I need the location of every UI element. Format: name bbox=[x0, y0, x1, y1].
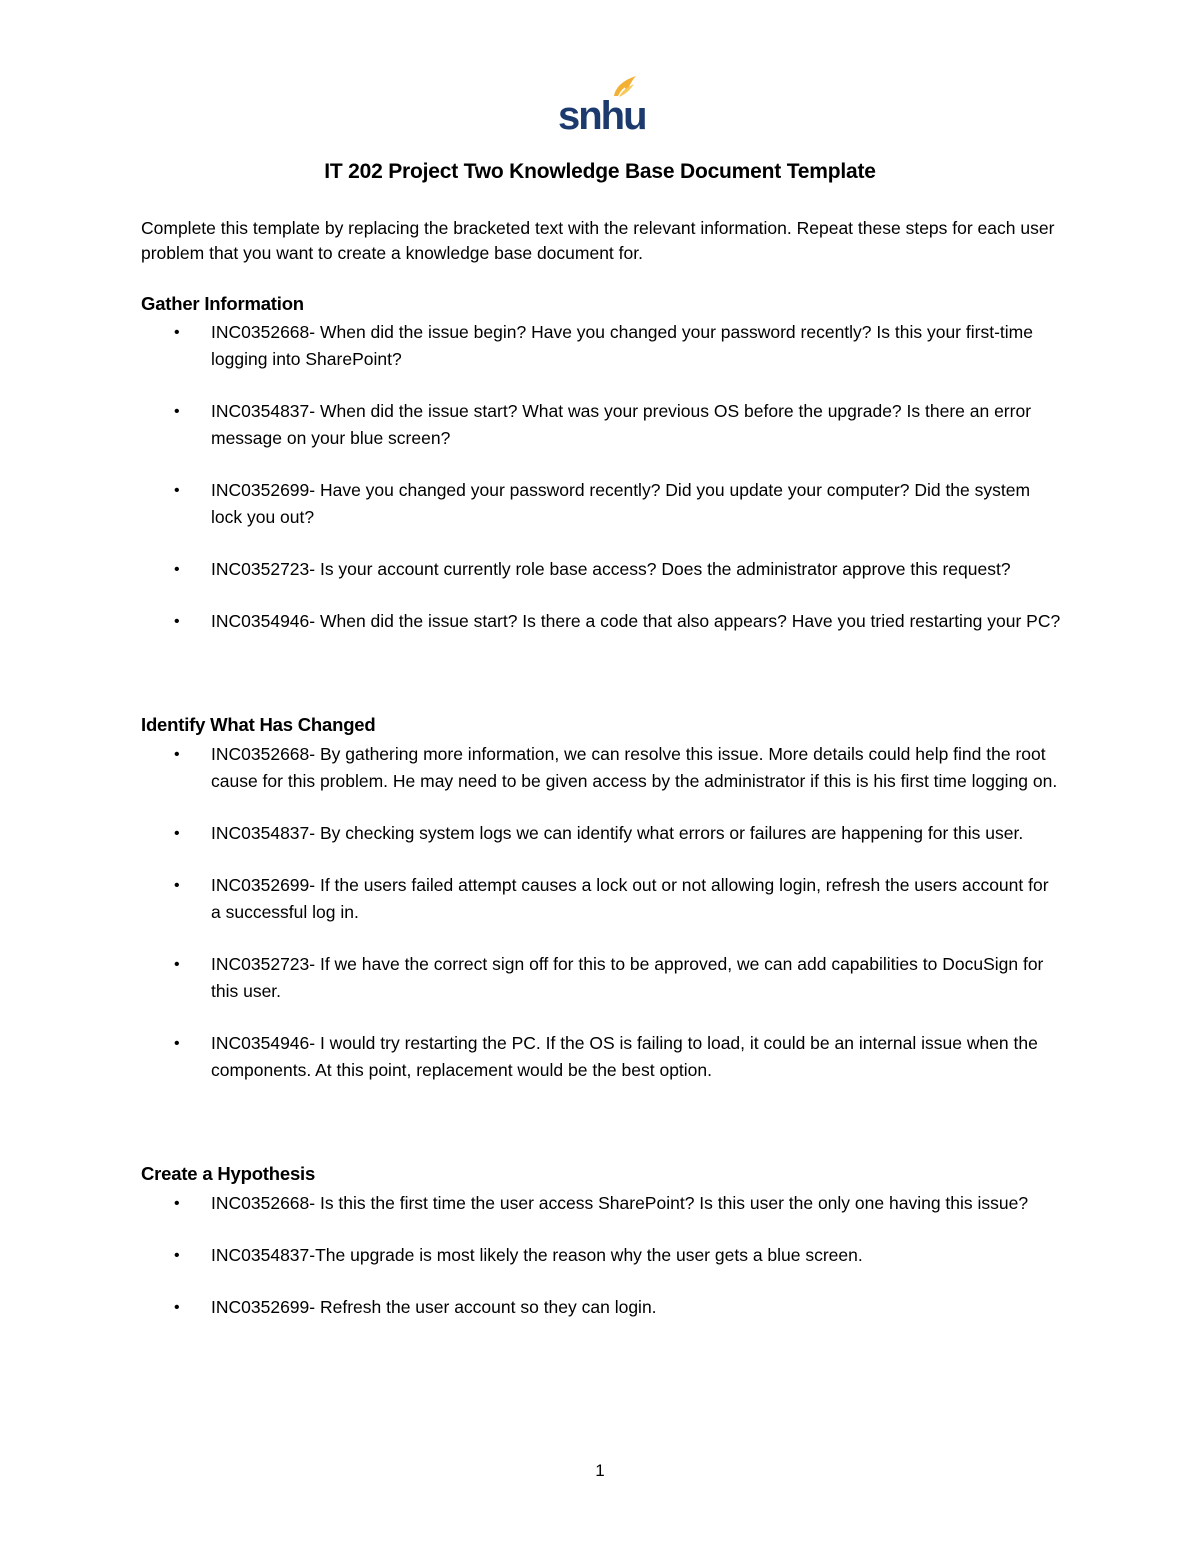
list-item bbox=[0, 1190, 1061, 1217]
bullet-icon: • bbox=[174, 746, 180, 763]
bullet-icon: • bbox=[174, 956, 180, 973]
gather-information-list bbox=[0, 319, 1200, 635]
section-heading-gather-information: Gather Information bbox=[141, 293, 304, 314]
list-item-text: INC0352668- By gathering more information, we can resolve this issue. More details could help find the root cause for this problem. He may need to be given access by the administrator if this is his first time logging on. bbox=[211, 744, 1058, 791]
list-item bbox=[0, 741, 1061, 795]
snhu-logo-graphic bbox=[556, 72, 646, 134]
page-title: IT 202 Project Two Knowledge Base Document Template bbox=[324, 160, 876, 183]
list-item-text: INC0352723- If we have the correct sign off for this to be approved, we can add capabilities to DocuSign for this user. bbox=[211, 954, 1044, 1001]
list-item-text: INC0354837- When did the issue start? What was your previous OS before the upgrade? Is there an error message on your blue screen? bbox=[211, 401, 1032, 448]
list-item bbox=[0, 820, 1061, 847]
list-item bbox=[0, 319, 1061, 373]
snhu-logo-text: snhu bbox=[558, 94, 646, 134]
list-item bbox=[0, 1242, 1061, 1269]
bullet-icon: • bbox=[174, 324, 180, 341]
bullet-icon: • bbox=[174, 877, 180, 894]
bullet-icon: • bbox=[174, 613, 180, 630]
identify-what-has-changed-list bbox=[0, 741, 1200, 1084]
bullet-icon: • bbox=[174, 1195, 180, 1212]
list-item bbox=[0, 608, 1061, 635]
list-item-text: INC0352699- If the users failed attempt causes a lock out or not allowing login, refresh the users account for a successful log in. bbox=[211, 875, 1049, 922]
snhu-logo bbox=[556, 72, 646, 134]
list-item-text: INC0354837- By checking system logs we can identify what errors or failures are happening for this user. bbox=[211, 823, 1024, 843]
intro-paragraph: Complete this template by replacing the bracketed text with the relevant information. Repeat these steps for each user problem that you want to create a knowledge base document for. bbox=[141, 218, 1055, 263]
list-item bbox=[0, 477, 1061, 531]
list-item-text: INC0352699- Refresh the user account so they can login. bbox=[211, 1297, 657, 1317]
bullet-icon: • bbox=[174, 825, 180, 842]
list-item bbox=[0, 872, 1061, 926]
list-item-text: INC0352668- When did the issue begin? Have you changed your password recently? Is this your first-time logging into SharePoint? bbox=[211, 322, 1033, 369]
list-item-text: INC0354946- When did the issue start? Is there a code that also appears? Have you tried restarting your PC? bbox=[211, 611, 1061, 631]
list-item bbox=[0, 398, 1061, 452]
create-a-hypothesis-list bbox=[0, 1190, 1200, 1321]
bullet-icon: • bbox=[174, 482, 180, 499]
list-item bbox=[0, 1030, 1061, 1084]
section-heading-create-a-hypothesis: Create a Hypothesis bbox=[141, 1163, 316, 1184]
list-item-text: INC0354837-The upgrade is most likely the reason why the user gets a blue screen. bbox=[211, 1245, 863, 1265]
bullet-icon: • bbox=[174, 1247, 180, 1264]
bullet-icon: • bbox=[174, 1299, 180, 1316]
list-item bbox=[0, 951, 1061, 1005]
bullet-icon: • bbox=[174, 403, 180, 420]
list-item bbox=[0, 556, 1061, 583]
list-item-text: INC0352668- Is this the first time the user access SharePoint? Is this user the only one having this issue? bbox=[211, 1193, 1029, 1213]
list-item-text: INC0352699- Have you changed your password recently? Did you update your computer? Did the system lock you out? bbox=[211, 480, 1031, 527]
bullet-icon: • bbox=[174, 1035, 180, 1052]
list-item-text: INC0352723- Is your account currently role base access? Does the administrator approve this request? bbox=[211, 559, 1011, 579]
list-item-text: INC0354946- I would try restarting the PC. If the OS is failing to load, it could be an internal issue when the components. At this point, replacement would be the best option. bbox=[211, 1033, 1038, 1080]
page-number: 1 bbox=[595, 1461, 605, 1480]
section-heading-identify-what-has-changed: Identify What Has Changed bbox=[141, 714, 376, 735]
bullet-icon: • bbox=[174, 561, 180, 578]
list-item bbox=[0, 1294, 1061, 1321]
